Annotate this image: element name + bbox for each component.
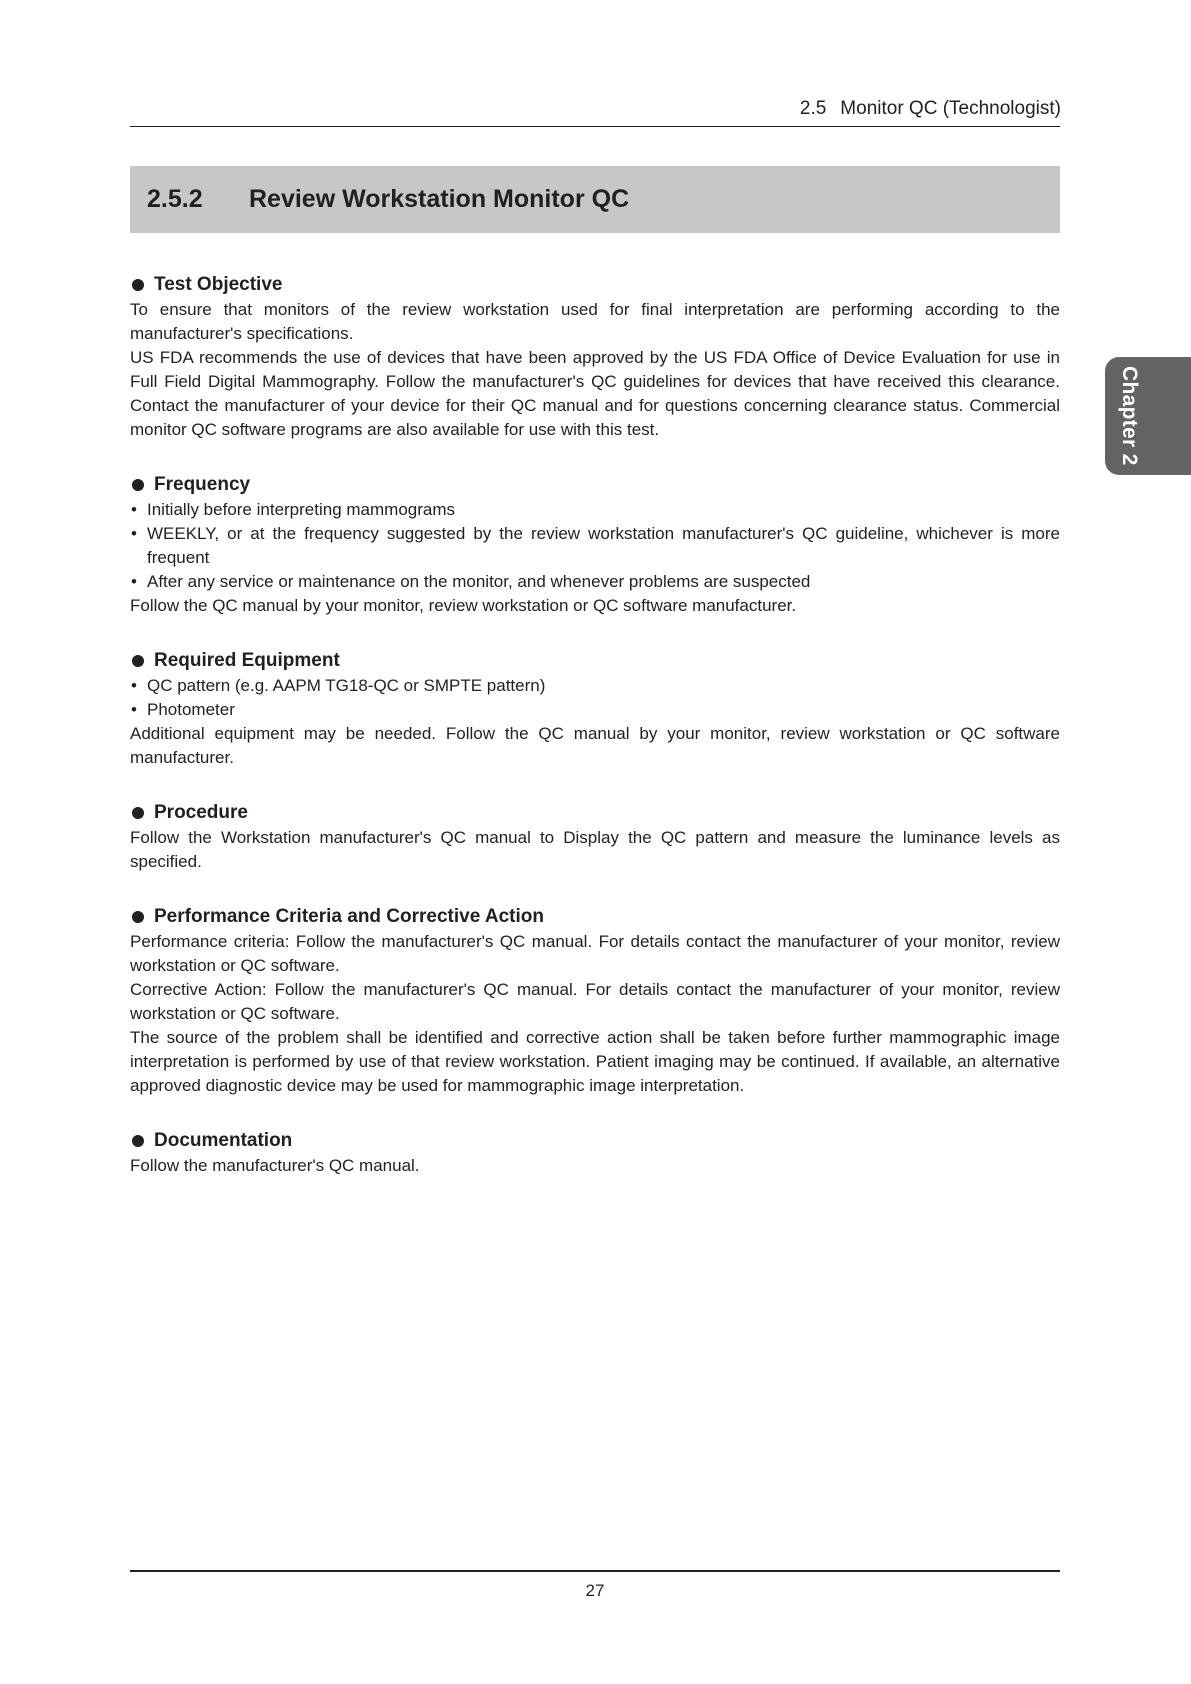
documentation-heading: [130, 1128, 1060, 1154]
header-section-number: 2.5: [799, 98, 827, 119]
required-equipment-section: [130, 648, 1060, 770]
frequency-title: Frequency: [154, 474, 251, 495]
test-objective-paragraph: To ensure that monitors of the review workstation used for final interpretation are performing according to the manufacturer's specifications.: [130, 300, 1060, 343]
list-item: [130, 570, 1060, 594]
bullet-icon: •: [131, 572, 137, 591]
list-item: [130, 522, 1060, 570]
documentation-text: Follow the manufacturer's QC manual.: [130, 1156, 420, 1175]
bullet-dot-icon: [132, 807, 144, 819]
performance-paragraph: The source of the problem shall be identified and corrective action shall be taken before further mammographic image interpretation is performed by use of that review workstation. Patient imaging may be continued. If available, an alternative approved diagnostic device may be used for mammographic image interpretation.: [130, 1028, 1060, 1095]
bullet-dot-icon: [132, 911, 144, 923]
running-header: [800, 98, 1061, 120]
performance-heading: [130, 904, 1060, 930]
section-title: Review Workstation Monitor QC: [249, 185, 630, 213]
frequency-list: [130, 498, 1060, 594]
procedure-text: Follow the Workstation manufacturer's QC manual to Display the QC pattern and measure the luminance levels as specified.: [130, 828, 1060, 871]
bullet-dot-icon: [132, 1135, 144, 1147]
list-item-text: After any service or maintenance on the monitor, and whenever problems are suspected: [147, 572, 811, 591]
bullet-dot-icon: [132, 279, 144, 291]
frequency-heading: [130, 472, 1060, 498]
performance-title: Performance Criteria and Corrective Action: [154, 906, 544, 927]
procedure-section: [130, 800, 1060, 874]
bullet-dot-icon: [132, 655, 144, 667]
list-item: [130, 498, 1060, 522]
documentation-section: [130, 1128, 1060, 1178]
frequency-section: [130, 472, 1060, 618]
list-item-text: WEEKLY, or at the frequency suggested by the review workstation manufacturer's QC guideline, whichever is more frequent: [147, 524, 1060, 567]
test-objective-section: [130, 272, 1060, 442]
list-item-text: Photometer: [147, 700, 235, 719]
procedure-heading: [130, 800, 1060, 826]
equipment-note: Additional equipment may be needed. Follow the QC manual by your monitor, review workstation or QC software manufacturer.: [130, 724, 1060, 767]
performance-paragraph: Performance criteria: Follow the manufacturer's QC manual. For details contact the manufacturer of your monitor, review workstation or QC software.: [130, 932, 1060, 975]
section-number: 2.5.2: [147, 185, 203, 213]
procedure-title: Procedure: [154, 802, 248, 823]
performance-paragraph: Corrective Action: Follow the manufacturer's QC manual. For details contact the manufacturer of your monitor, review workstation or QC software.: [130, 980, 1060, 1023]
required-equipment-title: Required Equipment: [154, 650, 340, 671]
bullet-icon: •: [131, 700, 137, 719]
chapter-tab-label: Chapter 2: [1118, 366, 1141, 466]
performance-section: [130, 904, 1060, 1098]
documentation-title: Documentation: [154, 1130, 293, 1151]
bullet-icon: •: [131, 500, 137, 519]
section-heading: [130, 166, 1060, 233]
page-number: 27: [585, 1581, 605, 1600]
header-rule: [130, 126, 1060, 127]
list-item-text: Initially before interpreting mammograms: [147, 500, 456, 519]
test-objective-paragraph: US FDA recommends the use of devices that have been approved by the US FDA Office of Device Evaluation for use in Full Field Digital Mammography. Follow the manufacturer's QC guidelines for devices that have received this clearance. Contact the manufacturer of your device for their QC manual and for questions concerning clearance status. Commercial monitor QC software programs are also available for use with this test.: [130, 348, 1060, 439]
page-content: [130, 272, 1060, 1208]
test-objective-title: Test Objective: [154, 274, 283, 295]
footer-rule: [130, 1570, 1060, 1572]
list-item: [130, 698, 1060, 722]
equipment-list: [130, 674, 1060, 722]
bullet-dot-icon: [132, 479, 144, 491]
bullet-icon: •: [131, 524, 137, 543]
bullet-icon: •: [131, 676, 137, 695]
frequency-note: Follow the QC manual by your monitor, review workstation or QC software manufacturer.: [130, 596, 797, 615]
list-item: [130, 674, 1060, 698]
required-equipment-heading: [130, 648, 1060, 674]
test-objective-heading: [130, 272, 1060, 298]
list-item-text: QC pattern (e.g. AAPM TG18-QC or SMPTE pattern): [147, 676, 546, 695]
header-section-title: Monitor QC (Technologist): [840, 98, 1061, 119]
